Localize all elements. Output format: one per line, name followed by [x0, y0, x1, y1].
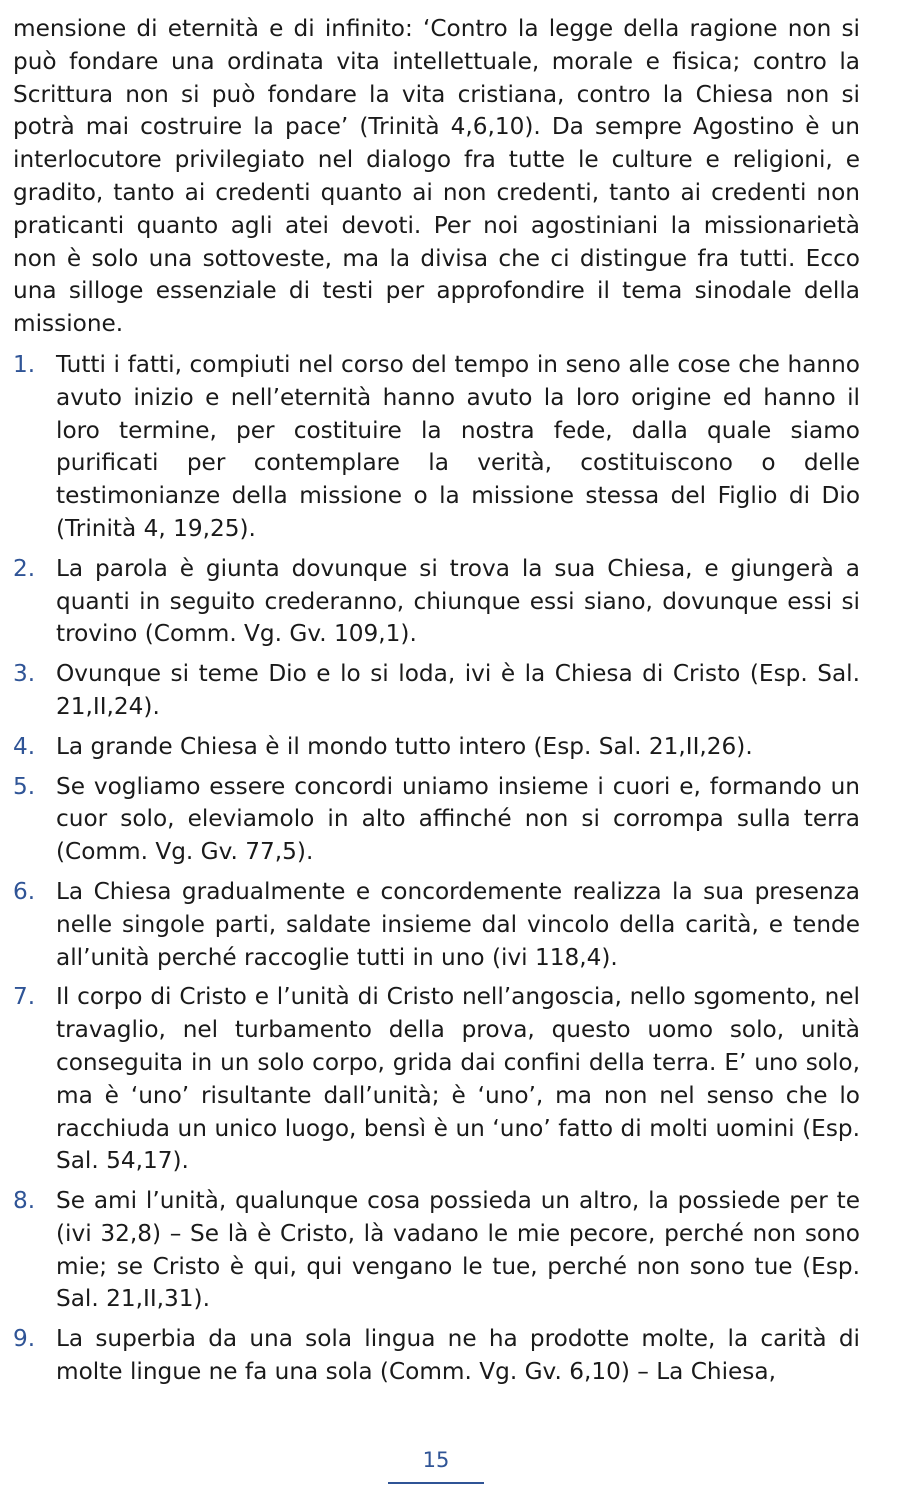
list-item [13, 1323, 860, 1389]
list-item [13, 731, 860, 764]
list-item [13, 553, 860, 651]
list-item [13, 1185, 860, 1316]
item-text: La grande Chiesa è il mondo tutto intero (Esp. Sal. 21,II,26). [56, 732, 753, 760]
intro-paragraph: mensione di eternità e di infinito: ‘Contro la legge della ragione non si può fondare una ordinata vita intellettuale, morale e fisica; contro la Scrittura non si può fondare la vita cristiana, contro la Chiesa non si potrà mai costruire la pace’ (Trinità 4,6,10). Da sempre Agostino è un interlocutore privilegiato nel dialogo fra tutte le culture e religioni, e gradito, tanto ai credenti quanto ai non credenti, tanto ai credenti non praticanti quanto agli atei devoti. Per noi agostiniani la missionarietà non è solo una sottoveste, ma la divisa che ci distingue fra tutti. Ecco una silloge essenziale di testi per approfondire il tema sinodale della missione. [13, 15, 860, 338]
item-text: La parola è giunta dovunque si trova la sua Chiesa, e giungerà a quanti in seguito crederanno, chiunque essi siano, dovunque essi si trovino (Comm. Vg. Gv. 109,1). [56, 554, 860, 648]
item-number: 3. [13, 660, 36, 688]
list-item [13, 349, 860, 546]
item-number: 5. [13, 772, 36, 800]
list-item [13, 876, 860, 974]
item-text: Ovunque si teme Dio e lo si loda, ivi è la Chiesa di Cristo (Esp. Sal. 21,II,24). [56, 660, 860, 720]
item-number: 4. [13, 732, 36, 760]
item-number: 9. [13, 1325, 36, 1353]
list-item [13, 658, 860, 724]
item-text: La superbia da una sola lingua ne ha prodotte molte, la carità di molte lingue ne fa una sola (Comm. Vg. Gv. 6,10) – La Chiesa, [56, 1325, 860, 1386]
page-body [13, 13, 860, 1396]
quotes-list [13, 349, 860, 1389]
item-text: Se vogliamo essere concordi uniamo insieme i cuori e, formando un cuor solo, eleviamolo in alto affinché non si corrompa sulla terra (Comm. Vg. Gv. 77,5). [56, 772, 860, 866]
page-footer [388, 1446, 484, 1484]
list-item [13, 771, 860, 869]
item-text: La Chiesa gradualmente e concordemente realizza la sua presenza nelle singole parti, saldate insieme dal vincolo della carità, e tende all’unità perché raccoglie tutti in uno (ivi 118,4). [56, 877, 860, 971]
item-number: 1. [13, 350, 36, 378]
item-text: Se ami l’unità, qualunque cosa possieda un altro, la possiede per te (ivi 32,8) – Se là è Cristo, là vadano le mie pecore, perché non sono mie; se Cristo è qui, qui vengano le tue, perché non sono tue (Esp. Sal. 21,II,31). [56, 1187, 860, 1313]
item-text: Il corpo di Cristo e l’unità di Cristo nell’angoscia, nello sgomento, nel travaglio, nel turbamento della prova, questo uomo solo, unità conseguita in un solo corpo, grida dai confini della terra. E’ uno solo, ma è ‘uno’ risultante dall’unità; è ‘uno’, ma non nel senso che lo racchiuda un unico luogo, bensì è un ‘uno’ fatto di molti uomini (Esp. Sal. 54,17). [56, 983, 860, 1175]
item-number: 8. [13, 1187, 36, 1215]
item-number: 2. [13, 554, 36, 582]
item-text: Tutti i fatti, compiuti nel corso del tempo in seno alle cose che hanno avuto inizio e nell’eternità hanno avuto la loro origine ed hanno il loro termine, per costituire la nostra fede, dalla quale siamo purificati per contemplare la verità, costituiscono o delle testimonianze della missione o la missione stessa del Figlio di Dio (Trinità 4, 19,25). [56, 350, 860, 542]
item-number: 6. [13, 877, 36, 905]
item-number: 7. [13, 983, 36, 1011]
footer-rule [388, 1482, 484, 1484]
list-item [13, 981, 860, 1178]
page-number: 15 [422, 1448, 450, 1472]
